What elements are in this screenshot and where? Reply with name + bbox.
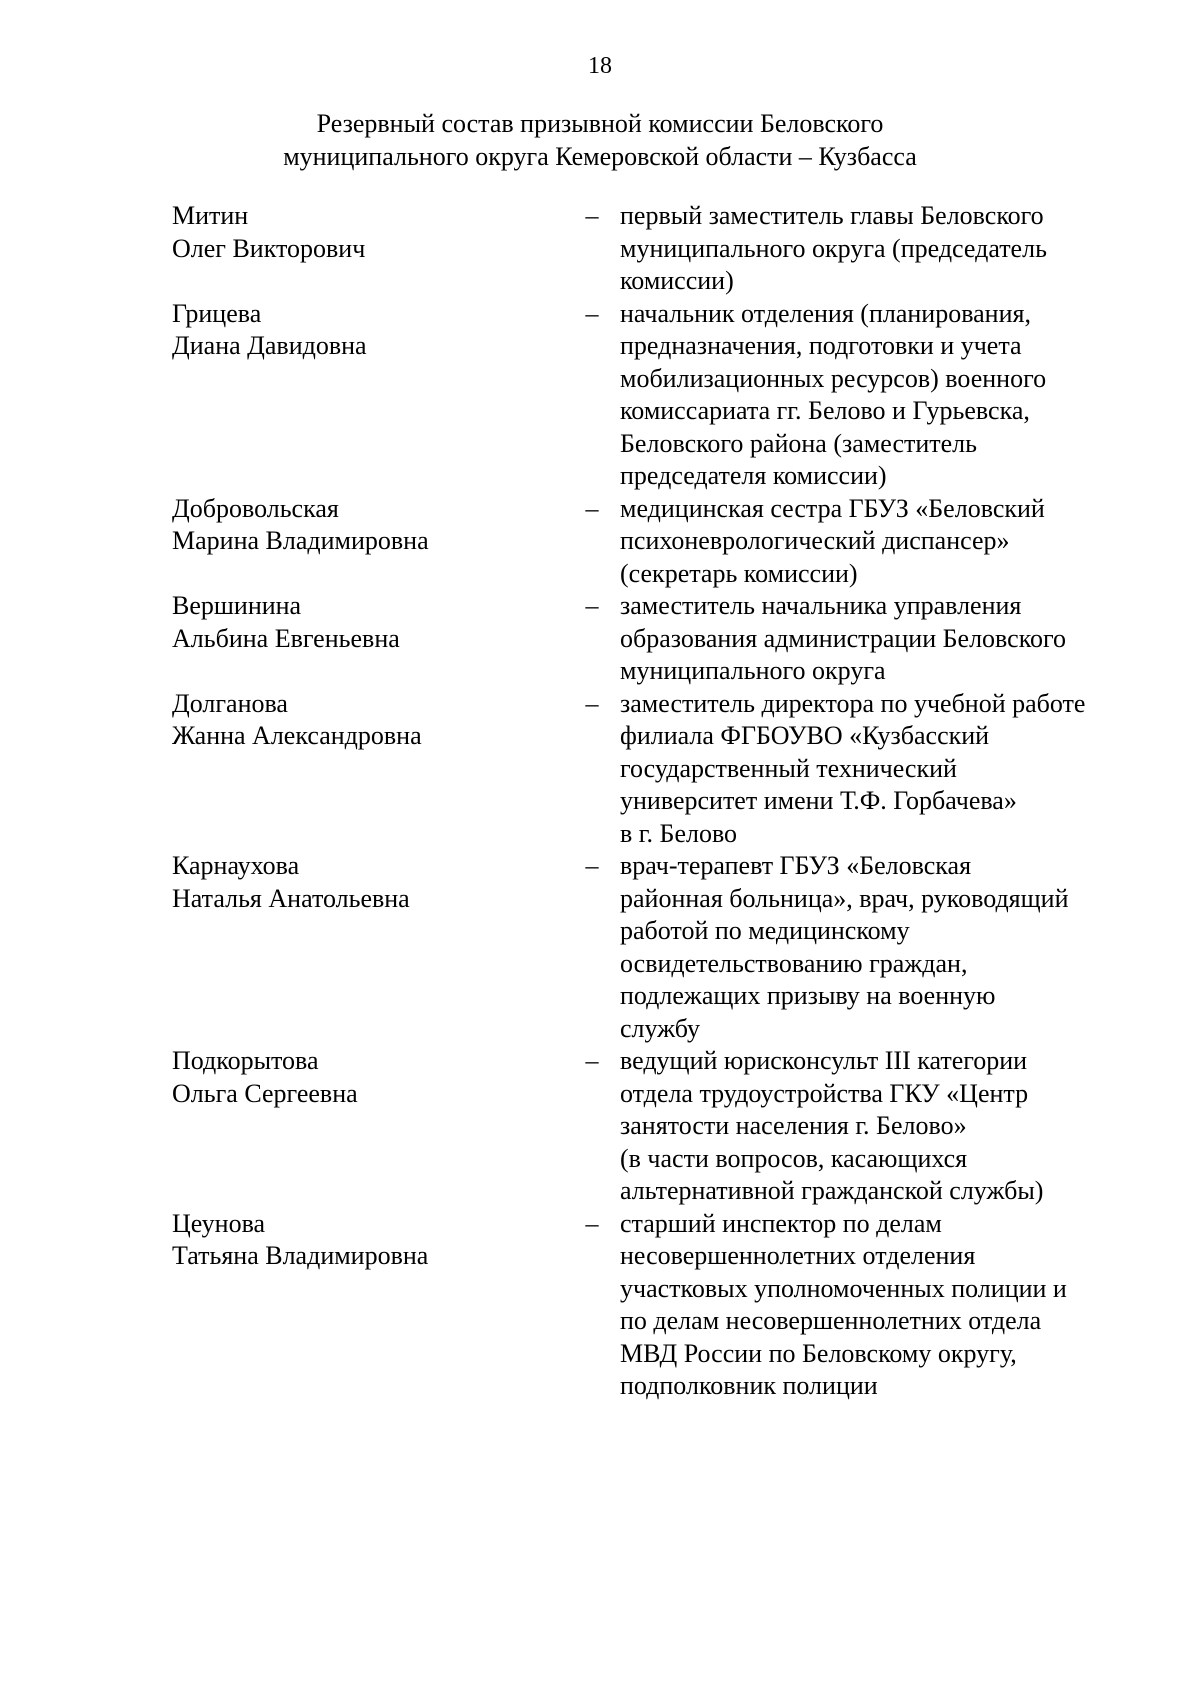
role-line: государственный технический	[620, 753, 957, 783]
role-line: муниципального округа (председатель	[620, 233, 1047, 263]
dash-separator: –	[585, 298, 599, 328]
role-line: по делам несовершеннолетних отдела	[620, 1306, 1042, 1335]
member-given-names: Жанна Александровна	[172, 721, 422, 750]
member-name	[172, 493, 572, 591]
role-line: психоневрологический диспансер»	[620, 526, 1010, 555]
member-role	[620, 493, 1132, 591]
role-line: ведущий юрисконсульт III категории	[620, 1046, 1028, 1075]
member-surname: Цеунова	[172, 1208, 266, 1238]
member-name	[172, 200, 572, 298]
roster-entry	[172, 1208, 1132, 1403]
dash-separator: –	[585, 201, 599, 230]
member-given-names: Марина Владимировна	[172, 526, 429, 555]
page-number: 18	[588, 53, 612, 79]
member-surname: Грицева	[172, 298, 262, 328]
role-line: комиссариата гг. Белово и Гурьевска,	[620, 396, 1030, 425]
dash-separator: –	[585, 1208, 599, 1238]
role-line: начальник отделения (планирования,	[620, 298, 1031, 328]
member-role	[620, 1045, 1132, 1208]
role-line: университет имени Т.Ф. Горбачева»	[620, 786, 1017, 815]
role-line: работой по медицинскому	[620, 916, 910, 945]
dash-separator: –	[585, 688, 599, 718]
member-name	[172, 1045, 572, 1208]
role-line: подлежащих призыву на военную	[620, 981, 996, 1010]
role-line: альтернативной гражданской службы)	[620, 1176, 1044, 1205]
role-line: занятости населения г. Белово»	[620, 1111, 967, 1140]
member-given-names: Олег Викторович	[172, 233, 366, 263]
member-role	[620, 298, 1132, 493]
roster-entry	[172, 493, 1132, 591]
member-role	[620, 688, 1132, 851]
member-name	[172, 688, 572, 851]
member-name	[172, 1208, 572, 1403]
roster-entry	[172, 850, 1132, 1045]
member-role	[620, 850, 1132, 1045]
role-line: Беловского района (заместитель	[620, 428, 978, 458]
member-surname: Подкорытова	[172, 1046, 319, 1075]
role-line: первый заместитель главы Беловского	[620, 201, 1044, 230]
commission-roster	[172, 200, 1132, 1403]
roster-entry	[172, 200, 1132, 298]
role-line: заместитель директора по учебной работе	[620, 688, 1086, 718]
role-line: отдела трудоустройства ГКУ «Центр	[620, 1078, 1029, 1108]
member-name	[172, 850, 572, 1045]
dash-separator: –	[585, 1046, 599, 1075]
role-line: старший инспектор по делам	[620, 1208, 942, 1238]
member-surname: Карнаухова	[172, 851, 300, 880]
role-line: (в части вопросов, касающихся	[620, 1143, 968, 1173]
dash-separator: –	[585, 591, 599, 620]
role-line: в г. Белово	[620, 818, 738, 848]
member-surname: Долганова	[172, 688, 288, 718]
member-given-names: Ольга Сергеевна	[172, 1078, 358, 1108]
member-role	[620, 1208, 1132, 1403]
member-name	[172, 590, 572, 688]
member-surname: Добровольская	[172, 493, 339, 523]
roster-entry	[172, 688, 1132, 851]
role-line: освидетельствованию граждан,	[620, 948, 968, 978]
roster-entry	[172, 1045, 1132, 1208]
member-name	[172, 298, 572, 493]
role-line: мобилизационных ресурсов) военного	[620, 363, 1047, 393]
dash-separator: –	[585, 851, 599, 880]
role-line: заместитель начальника управления	[620, 591, 1022, 620]
role-line: комиссии)	[620, 266, 734, 295]
heading-line: Резервный состав призывной комиссии Беловского	[316, 109, 884, 138]
role-line: районная больница», врач, руководящий	[620, 883, 1069, 913]
role-line: председателя комиссии)	[620, 461, 887, 490]
role-line: (секретарь комиссии)	[620, 558, 858, 588]
role-line: несовершеннолетних отделения	[620, 1241, 976, 1270]
roster-entry	[172, 298, 1132, 493]
document-heading	[0, 108, 1200, 173]
role-line: филиала ФГБОУВО «Кузбасский	[620, 721, 990, 750]
role-line: участковых уполномоченных полиции и	[620, 1273, 1067, 1303]
heading-line: муниципального округа Кемеровской области – Кузбасса	[283, 141, 917, 171]
role-line: подполковник полиции	[620, 1371, 878, 1400]
role-line: медицинская сестра ГБУЗ «Беловский	[620, 493, 1045, 523]
role-line: образования администрации Беловского	[620, 623, 1067, 653]
member-given-names: Диана Давидовна	[172, 331, 367, 360]
member-given-names: Татьяна Владимировна	[172, 1241, 429, 1270]
role-line: врач-терапевт ГБУЗ «Беловская	[620, 851, 972, 880]
role-line: муниципального округа	[620, 656, 886, 685]
member-role	[620, 200, 1132, 298]
member-given-names: Наталья Анатольевна	[172, 883, 410, 913]
member-surname: Вершинина	[172, 591, 302, 620]
member-role	[620, 590, 1132, 688]
member-surname: Митин	[172, 201, 249, 230]
role-line: предназначения, подготовки и учета	[620, 331, 1022, 360]
role-line: службу	[620, 1013, 701, 1043]
roster-entry	[172, 590, 1132, 688]
dash-separator: –	[585, 493, 599, 523]
role-line: МВД России по Беловскому округу,	[620, 1338, 1017, 1368]
member-given-names: Альбина Евгеньевна	[172, 623, 400, 653]
